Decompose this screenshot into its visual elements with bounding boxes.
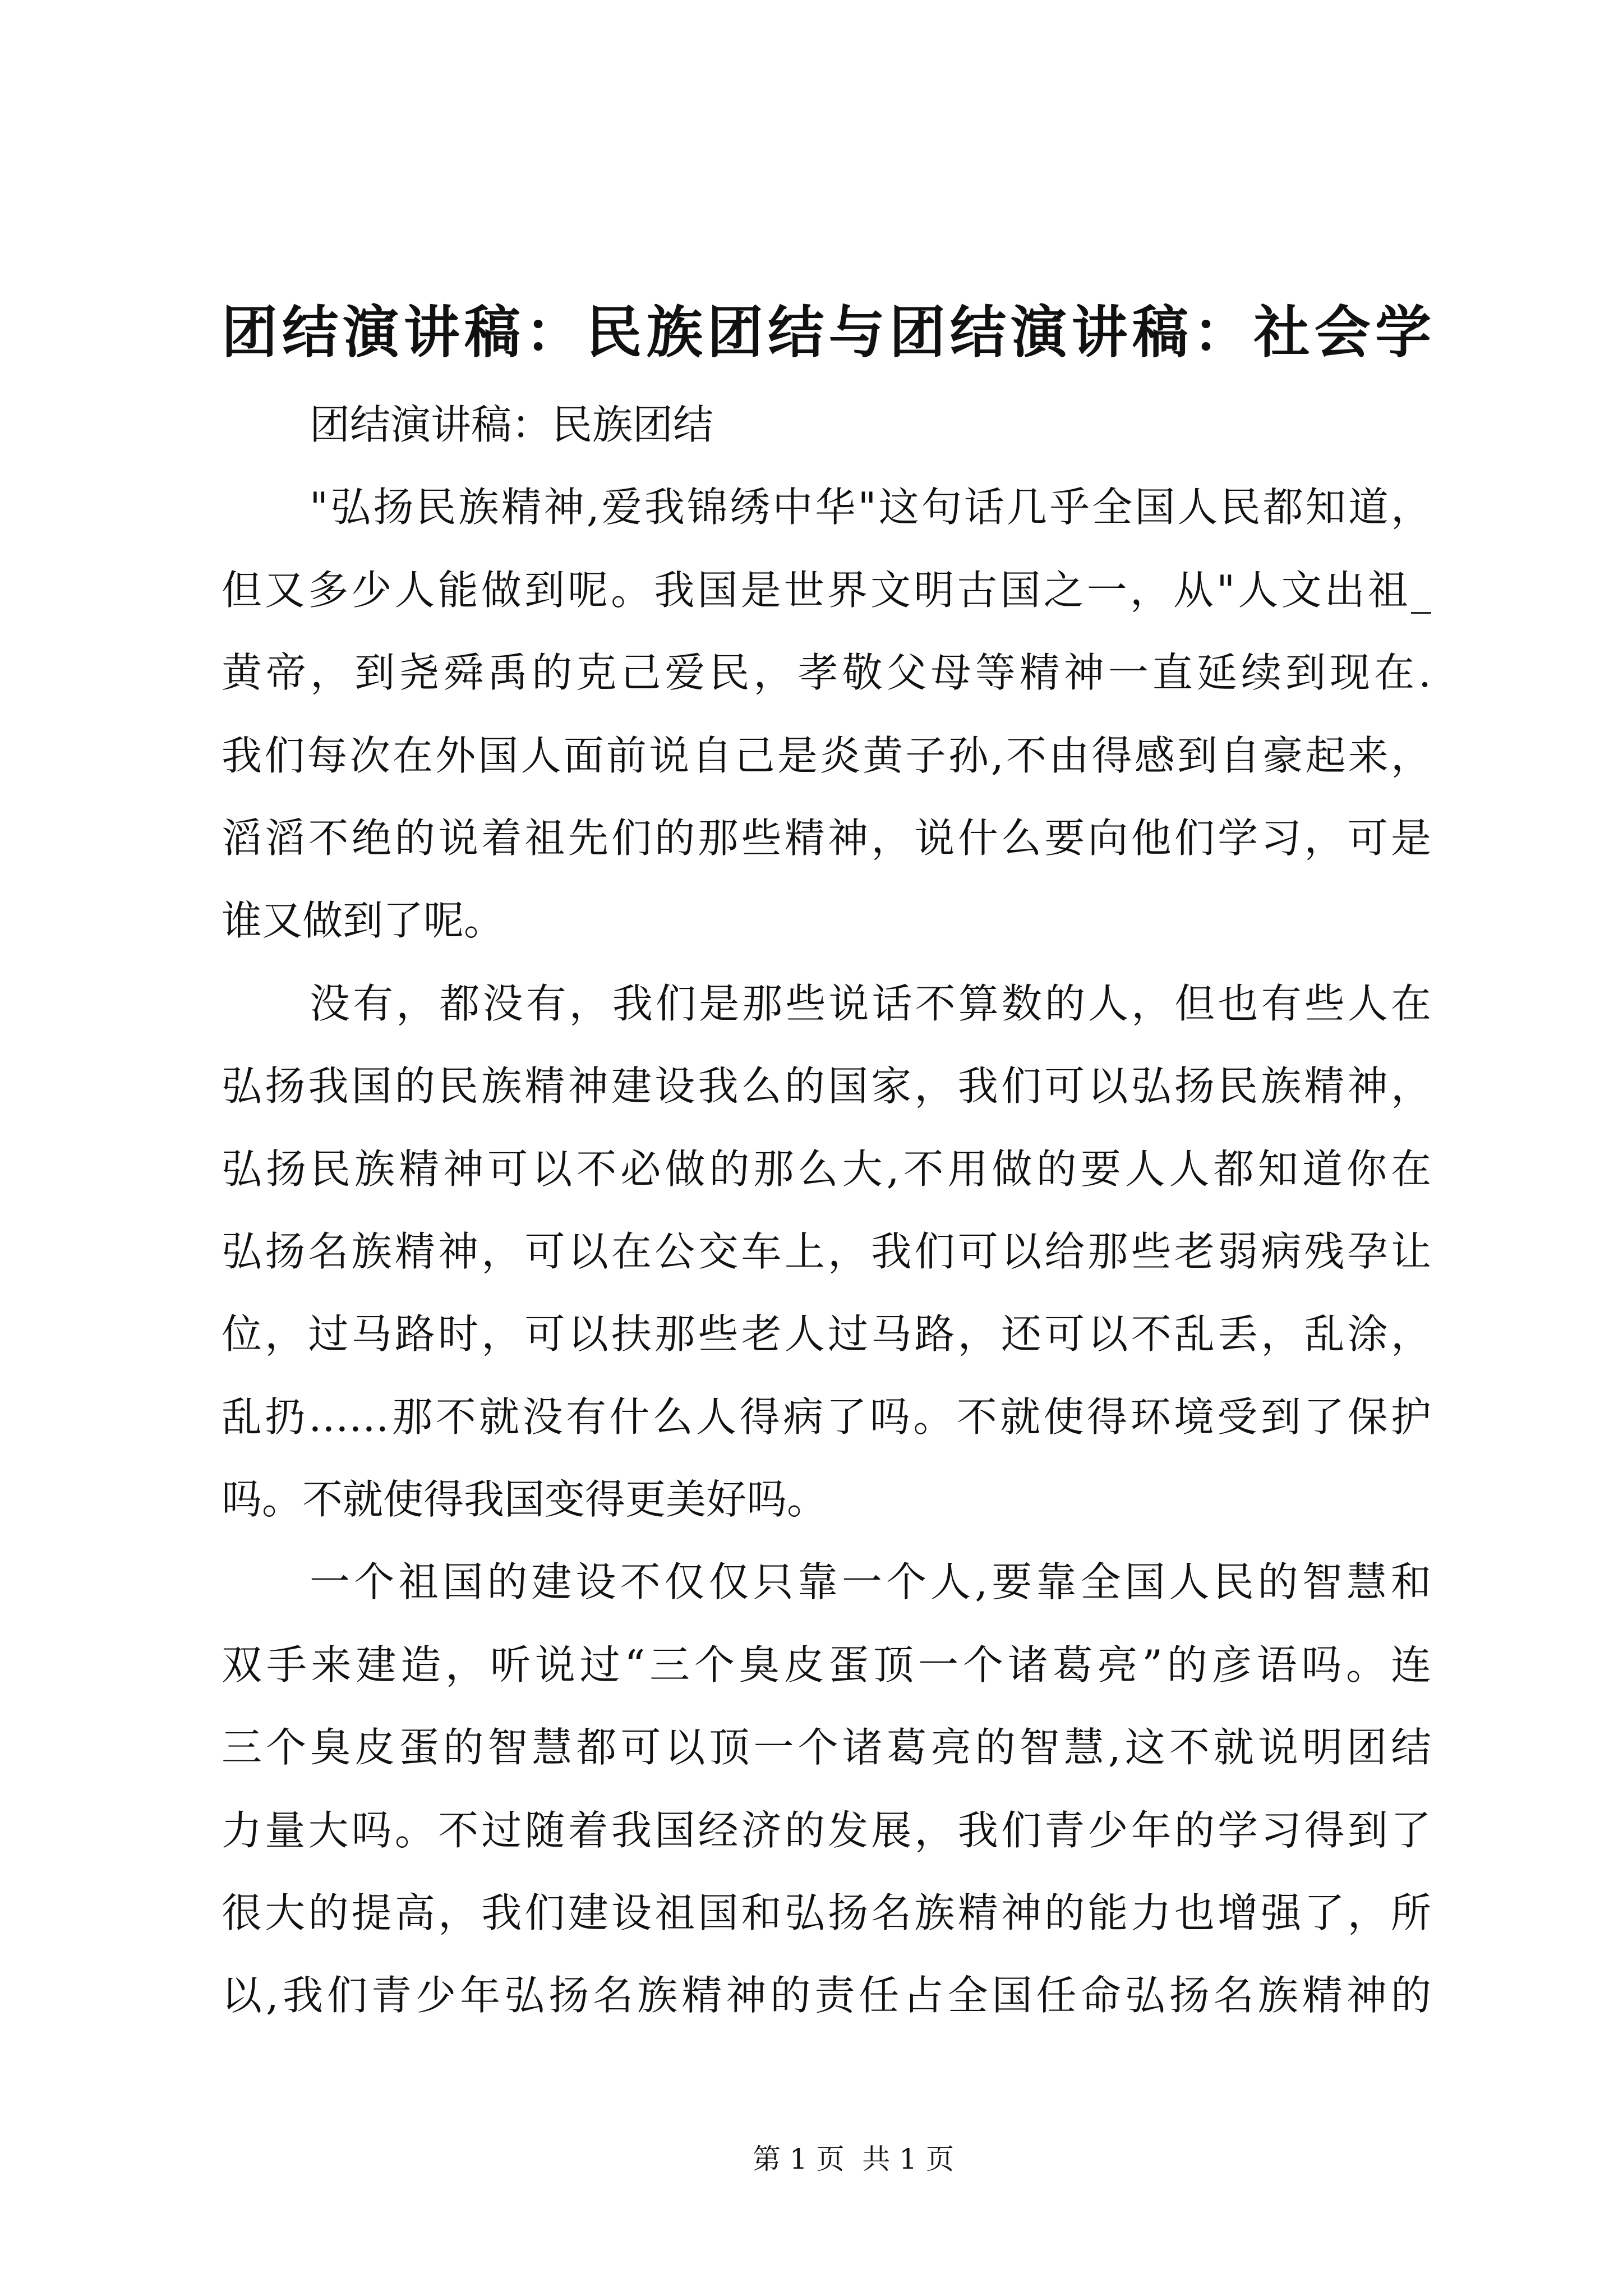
page-footer: 第 1 页 共 1 页 <box>753 2143 954 2175</box>
text-line: 双手来建造，听说过“三个臭皮蛋顶一个诸葛亮”的彦语吗。连 <box>222 1641 1431 1688</box>
text-line: 吗。不就使得我国变得更美好吗。 <box>222 1476 828 1524</box>
text-line: 弘扬名族精神，可以在公交车上，我们可以给那些老弱病残孕让 <box>222 1227 1431 1275</box>
text-line: 但又多少人能做到呢。我国是世界文明古国之一，从"人文出祖_ <box>222 566 1431 614</box>
text-line: 以,我们青少年弘扬名族精神的责任占全国任命弘扬名族精神的 <box>222 1972 1431 2019</box>
paragraph-1 <box>222 466 1431 962</box>
text-line: 很大的提高，我们建设祖国和弘扬名族精神的能力也增强了，所 <box>222 1889 1431 1937</box>
text-line: 力量大吗。不过随着我国经济的发展，我们青少年的学习得到了 <box>222 1806 1431 1854</box>
subtitle-line: 团结演讲稿：民族团结 <box>310 401 714 448</box>
text-line: 位，过马路时，可以扶那些老人过马路，还可以不乱丢，乱涂， <box>222 1310 1431 1358</box>
text-line: 一个祖国的建设不仅仅只靠一个人,要靠全国人民的智慧和 <box>310 1558 1431 1606</box>
paragraph-3 <box>222 1541 1431 2037</box>
text-line: 弘扬民族精神可以不必做的那么大,不用做的要人人都知道你在 <box>222 1145 1431 1193</box>
document-body <box>222 384 1431 2037</box>
text-line: 三个臭皮蛋的智慧都可以顶一个诸葛亮的智慧,这不就说明团结 <box>222 1724 1431 1772</box>
text-line: 弘扬我国的民族精神建设我么的国家，我们可以弘扬民族精神， <box>222 1062 1431 1110</box>
text-line: 我们每次在外国人面前说自己是炎黄子孙,不由得感到自豪起来， <box>222 731 1431 779</box>
text-line: 乱扔……那不就没有什么人得病了吗。不就使得环境受到了保护 <box>222 1393 1431 1441</box>
text-line: 没有，都没有，我们是那些说话不算数的人，但也有些人在 <box>310 979 1431 1027</box>
text-line: 滔滔不绝的说着祖先们的那些精神，说什么要向他们学习，可是 <box>222 814 1431 862</box>
text-line: "弘扬民族精神,爱我锦绣中华"这句话几乎全国人民都知道， <box>310 484 1431 531</box>
paragraph-2 <box>222 963 1431 1542</box>
text-line: 黄帝，到尧舜禹的克己爱民，孝敬父母等精神一直延续到现在. <box>222 649 1431 697</box>
text-line: 谁又做到了呢。 <box>222 897 505 945</box>
page-title: 团结演讲稿：民族团结与团结演讲稿：社会学 <box>222 299 1431 365</box>
